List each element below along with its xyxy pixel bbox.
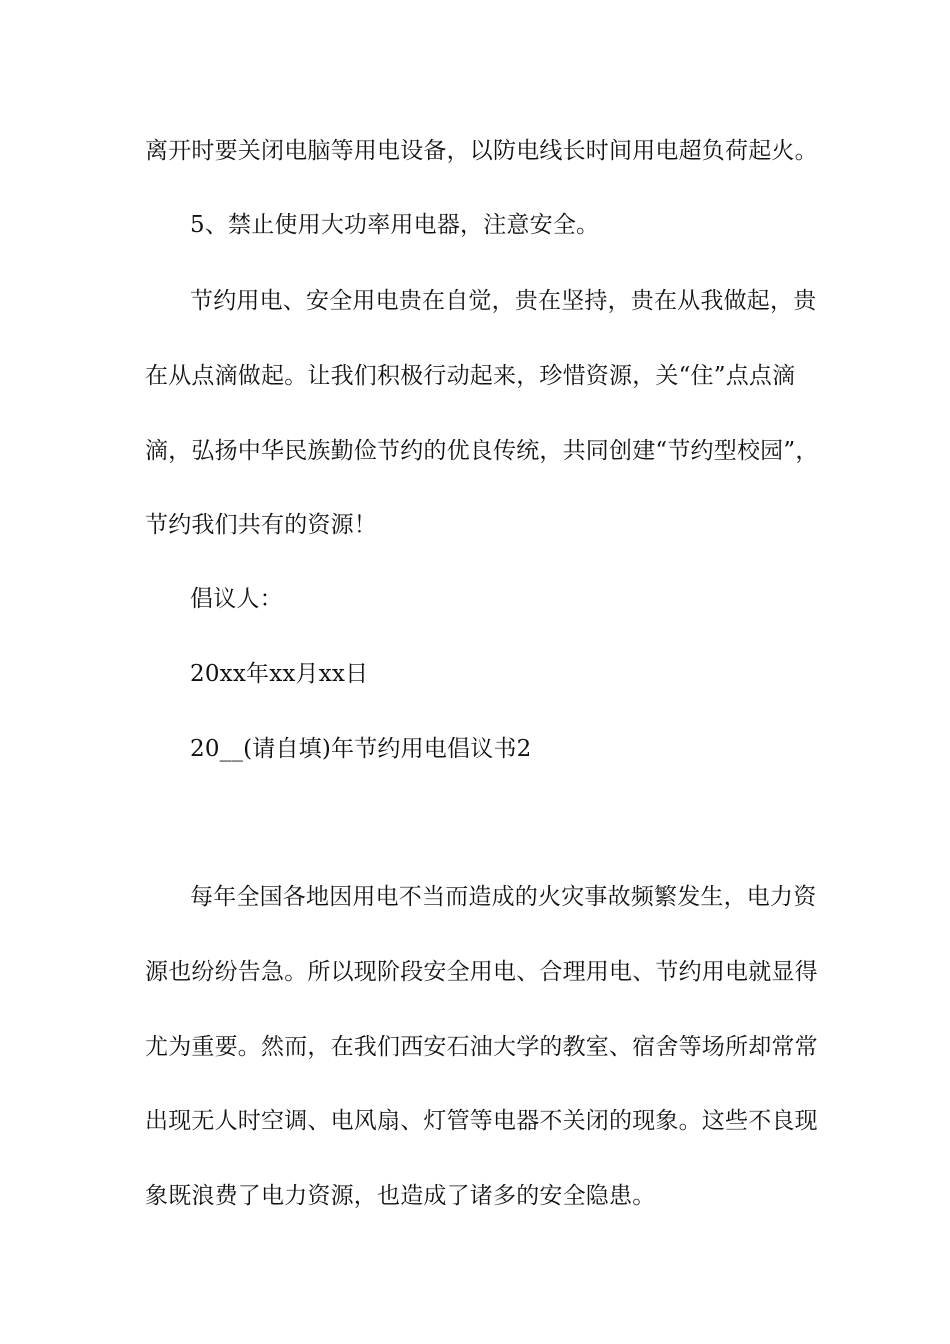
signature-label: 倡议人： — [190, 586, 283, 612]
paragraph-line: 源也纷纷告急。所以现阶段安全用电、合理用电、节约用电就显得 — [145, 959, 818, 985]
section-title: 20__(请自填)年节约用电倡议书2 — [190, 736, 532, 762]
date-line: 20xx年xx月xx日 — [190, 661, 369, 687]
paragraph-line: 象既浪费了电力资源，也造成了诸多的安全隐患。 — [145, 1183, 656, 1209]
paragraph-line: 出现无人时空调、电风扇、灯管等电器不关闭的现象。这些不良现 — [145, 1108, 818, 1134]
paragraph-line: 节约用电、安全用电贵在自觉，贵在坚持，贵在从我做起，贵 — [190, 288, 817, 314]
paragraph-line: 每年全国各地因用电不当而造成的火灾事故频繁发生，电力资 — [190, 884, 817, 910]
paragraph-line: 在从点滴做起。让我们积极行动起来，珍惜资源，关“住”点点滴 — [145, 363, 796, 389]
paragraph-line: 节约我们共有的资源！ — [145, 512, 377, 538]
paragraph-line: 离开时要关闭电脑等用电设备，以防电线长时间用电超负荷起火。 — [145, 138, 818, 164]
paragraph-line: 尤为重要。然而，在我们西安石油大学的教室、宿舍等场所却常常 — [145, 1034, 818, 1060]
paragraph-line: 滴，弘扬中华民族勤俭节约的优良传统，共同创建“节约型校园”， — [145, 438, 819, 464]
list-item-5: 5、禁止使用大功率用电器，注意安全。 — [190, 212, 600, 238]
